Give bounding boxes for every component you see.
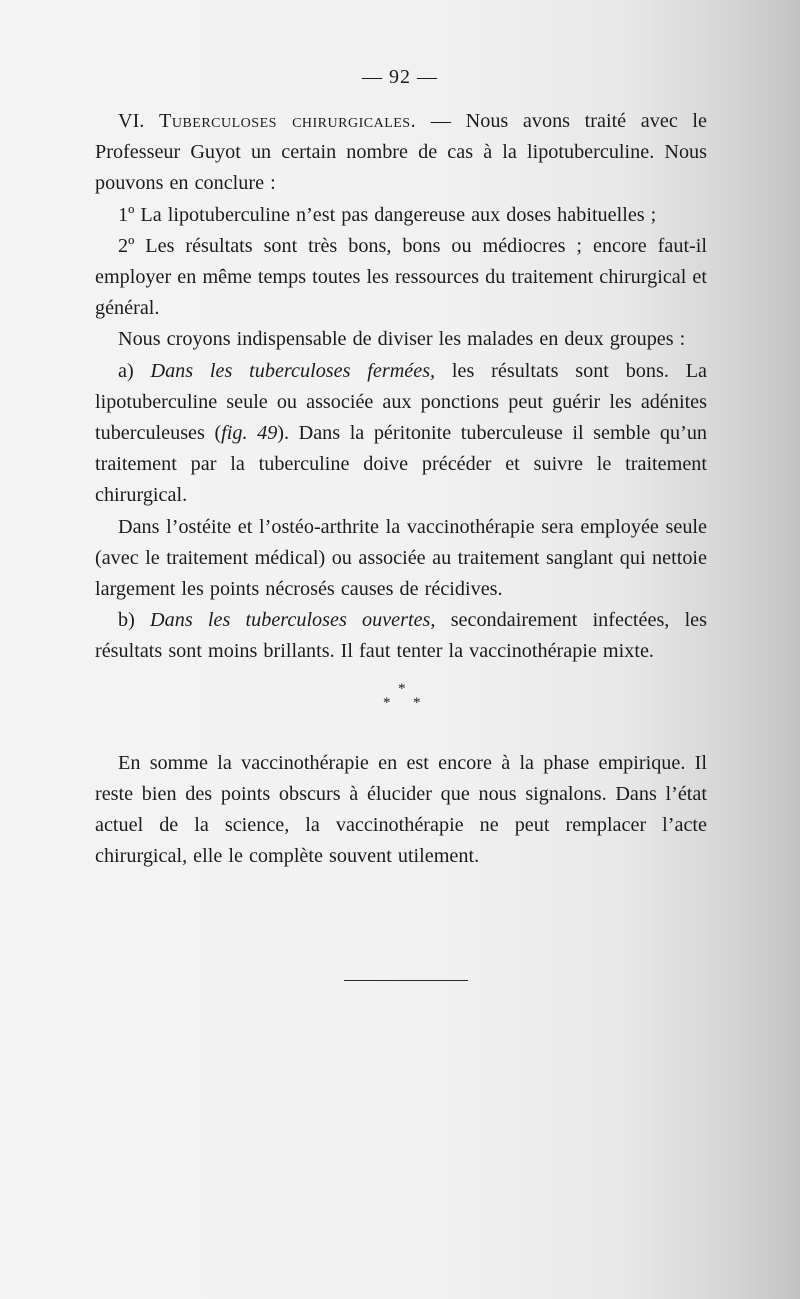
open-tuberculosis-paragraph: [95, 605, 707, 667]
asterism: [95, 668, 707, 748]
page-number: — 92 —: [362, 66, 438, 88]
section-title: Tuberculoses chirurgicales.: [159, 110, 417, 132]
item-a-text-1: les résultats sont bons. La lipotuberculine seule ou associée aux ponctions peut guérir les adénites tuberculeuses (: [95, 359, 707, 445]
asterism-star-left: *: [383, 694, 391, 711]
body-text: [95, 106, 707, 872]
closed-tuberculosis-paragraph: [95, 356, 707, 512]
end-rule: [344, 980, 468, 981]
item-a-heading: Dans les tuberculoses fermées,: [150, 359, 436, 382]
conclusion-paragraph: En somme la vaccinothérapie en est encore à la phase empirique. Il reste bien des points obscurs à élucider que nous signalons. Dans l’état actuel de la science, la vaccinothérapie ne peut remplacer l’acte chirurgical, elle le complète souvent utilement.: [95, 751, 707, 868]
point-1-paragraph: 1º La lipotuberculine n’est pas dangereuse aux doses habituelles ;: [118, 203, 657, 226]
intro-text: Nous avons traité avec le Professeur Guyot un certain nombre de cas à la lipotuberculine. Nous pouvons en conclure :: [95, 110, 707, 195]
item-b-heading: Dans les tuberculoses ouvertes,: [150, 609, 436, 632]
asterism-star-top: *: [398, 680, 406, 697]
asterism-star-right: *: [413, 694, 421, 711]
section-dash: —: [430, 110, 451, 132]
item-b-label: b): [118, 609, 135, 632]
groups-paragraph: Nous croyons indispensable de diviser les malades en deux groupes :: [118, 328, 686, 351]
figure-reference: fig. 49: [221, 422, 278, 445]
osteitis-paragraph: Dans l’ostéite et l’ostéo-arthrite la vaccinothérapie sera employée seule (avec le traitement médical) ou associée au traitement sanglant qui nettoie largement les points nécrosés causes de récidives.: [95, 515, 707, 601]
item-a-text-2: ). Dans la péritonite tuberculeuse il semble qu’un traitement par la tuberculine doive précéder et suivre le traitement chirurgical.: [95, 422, 708, 507]
point-2-paragraph: 2º Les résultats sont très bons, bons ou médiocres ; encore faut-il employer en même temps toutes les ressources du traitement chirurgical et général.: [95, 234, 707, 320]
item-a-label: a): [118, 359, 134, 382]
section-number: VI.: [118, 110, 145, 132]
item-b-text: secondairement infectées, les résultats sont moins brillants. Il faut tenter la vaccinothérapie mixte.: [95, 609, 707, 663]
section-intro-paragraph: [95, 106, 707, 200]
